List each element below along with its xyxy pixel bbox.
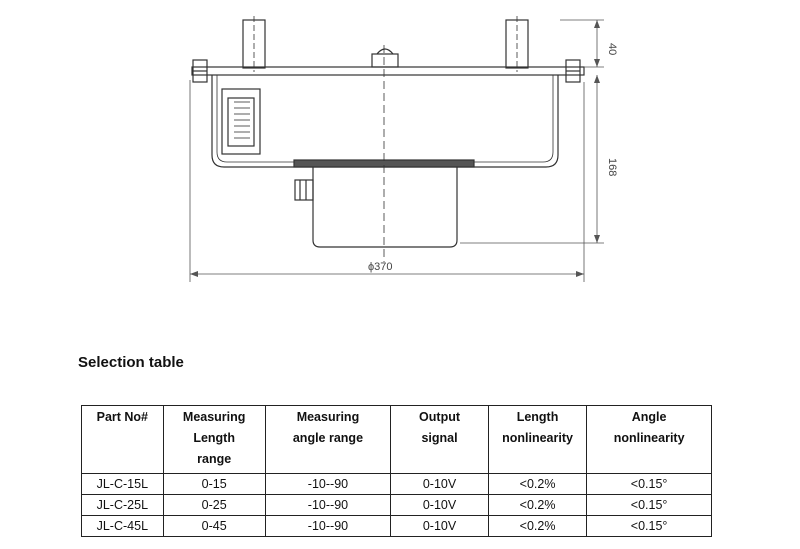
dimension-168: 168 [606, 158, 618, 177]
cell-part-no: JL-C-25L [82, 495, 164, 516]
top-nut [372, 49, 398, 67]
cell-angle-range: -10--90 [265, 516, 391, 537]
cell-length-range: 0-15 [163, 474, 265, 495]
table-row [82, 474, 712, 495]
cell-part-no: JL-C-15L [82, 474, 164, 495]
side-connector [295, 180, 313, 200]
cell-length-nonlinearity: <0.2% [488, 474, 586, 495]
right-bolt [566, 60, 580, 82]
header-output-signal: Output signal [391, 406, 489, 474]
cell-angle-nonlinearity: <0.15° [587, 495, 712, 516]
table-row [82, 495, 712, 516]
housing [212, 75, 558, 167]
cell-angle-range: -10--90 [265, 495, 391, 516]
header-angle-range: Measuring angle range [265, 406, 391, 474]
cell-length-nonlinearity: <0.2% [488, 495, 586, 516]
cell-output-signal: 0-10V [391, 474, 489, 495]
cell-length-range: 0-25 [163, 495, 265, 516]
cell-length-range: 0-45 [163, 516, 265, 537]
cell-output-signal: 0-10V [391, 516, 489, 537]
table-header-row [82, 406, 712, 474]
table-row [82, 516, 712, 537]
cell-angle-range: -10--90 [265, 474, 391, 495]
header-angle-nonlinearity: Angle nonlinearity [587, 406, 712, 474]
dimension-40: 40 [606, 43, 618, 56]
header-length-range: Measuring Length range [163, 406, 265, 474]
left-bolt [193, 60, 207, 82]
cell-angle-nonlinearity: <0.15° [587, 516, 712, 537]
lower-drum [313, 167, 457, 247]
header-length-nonlinearity: Length nonlinearity [488, 406, 586, 474]
dimension-diameter: ϕ370 [368, 261, 393, 273]
section-title: Selection table [78, 354, 184, 371]
cell-length-nonlinearity: <0.2% [488, 516, 586, 537]
cell-output-signal: 0-10V [391, 495, 489, 516]
cell-part-no: JL-C-45L [82, 516, 164, 537]
cell-angle-nonlinearity: <0.15° [587, 474, 712, 495]
selection-table [81, 405, 712, 537]
display-window [222, 89, 260, 154]
header-part-no: Part No# [82, 406, 164, 474]
